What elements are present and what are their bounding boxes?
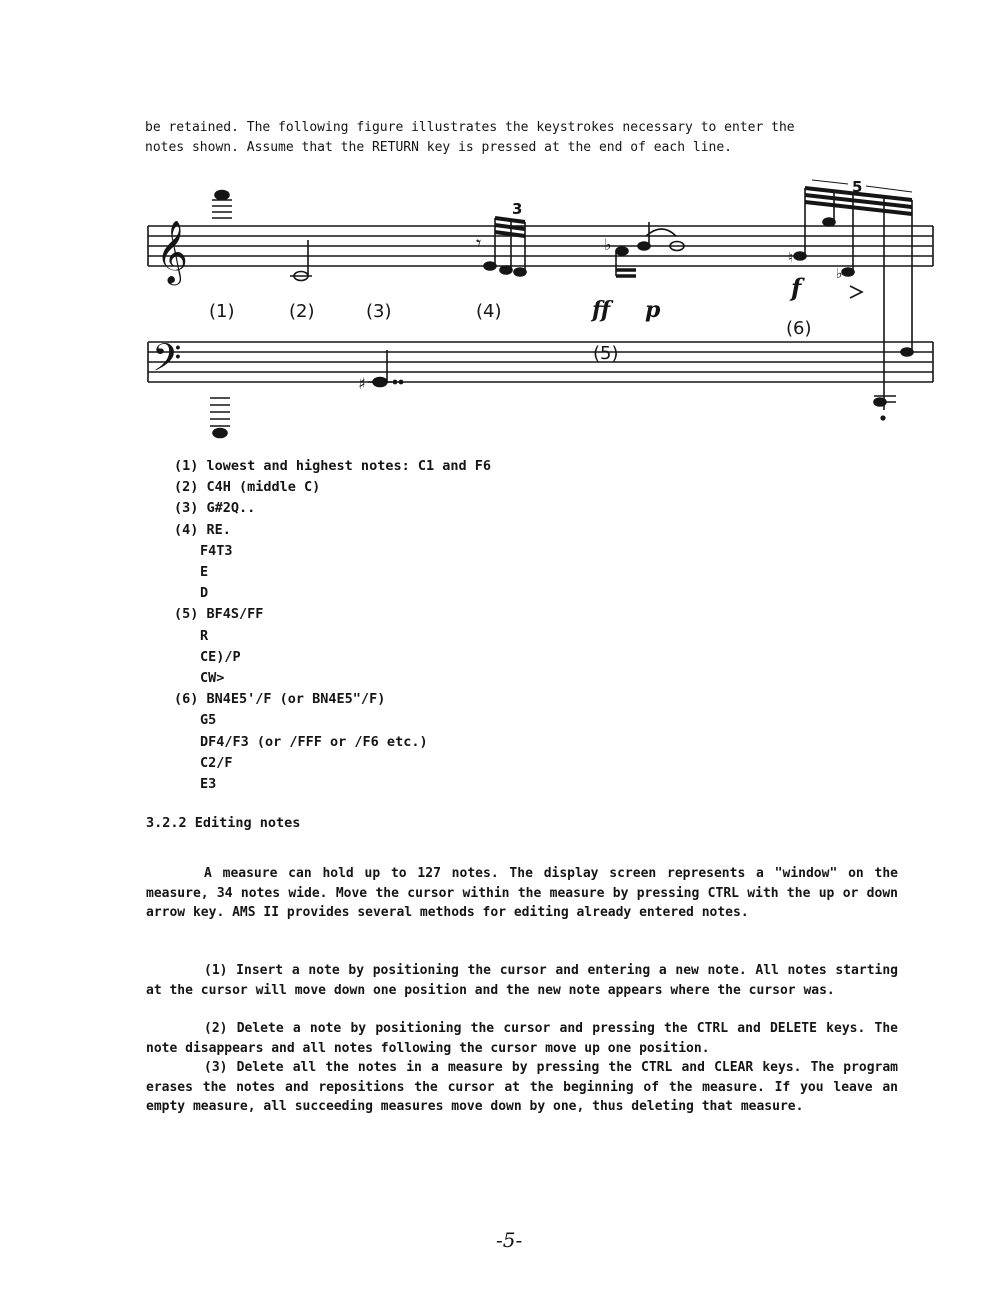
figure-label-3: (3) <box>366 301 392 322</box>
paragraph-delete <box>146 1019 898 1058</box>
keystroke-line: DF4/F3 (or /FFF or /F6 etc.) <box>200 733 428 750</box>
svg-text:𝄾: 𝄾 <box>476 231 482 255</box>
treble-clef-icon: 𝄞 <box>156 220 188 283</box>
paragraph-measure <box>146 864 898 923</box>
note-c1 <box>210 398 230 438</box>
intro-line-1: be retained. The following figure illustrates the keystrokes necessary to enter the <box>145 120 795 135</box>
triplet-number: 3 <box>512 200 523 218</box>
svg-text:♯: ♯ <box>358 374 366 393</box>
keystroke-line: C2/F <box>200 754 233 771</box>
figure-label-6: (6) <box>786 318 812 339</box>
keystroke-line: F4T3 <box>200 542 233 559</box>
intro-line-2: notes shown. Assume that the RETURN key is pressed at the end of each line. <box>145 140 732 155</box>
paragraph-text: (2) Delete a note by positioning the cursor and pressing the CTRL and DELETE keys. The note disappears and all notes following the cursor move up one position. <box>146 1021 898 1056</box>
figure-label-1: (1) <box>209 301 235 322</box>
dynamic-p: p <box>645 297 661 323</box>
quintuplet <box>788 180 913 420</box>
paragraph-clear <box>146 1058 898 1117</box>
keystroke-line: D <box>200 585 209 602</box>
keystroke-line: CE)/P <box>200 648 241 665</box>
paragraph-text: (1) Insert a note by positioning the cursor and entering a new note. All notes starting at the cursor will move down one position and the new note appears where the cursor was. <box>146 963 898 998</box>
keystroke-line: R <box>200 627 209 644</box>
dynamic-ff: ff <box>592 297 611 323</box>
keystroke-line: CW> <box>200 670 225 687</box>
dynamic-f: f <box>791 273 802 302</box>
note-f6 <box>212 191 232 219</box>
svg-text:♮: ♮ <box>788 250 794 266</box>
keystroke-line: (5) BF4S/FF <box>174 606 264 623</box>
keystroke-line: (1) lowest and highest notes: C1 and F6 <box>174 458 491 474</box>
paragraph-text: A measure can hold up to 127 notes. The display screen represents a "window" on the measure, 34 notes wide. Move the cursor within the measure by pressing CTRL with the up or down arrow key. AMS II provides several methods for editing already entered notes. <box>146 866 898 921</box>
figure-label-4: (4) <box>476 301 502 322</box>
treble-staff <box>148 226 933 266</box>
paragraph-text: (3) Delete all the notes in a measure by pressing the CTRL and CLEAR keys. The program erases the notes and repositions the cursor at the beginning of the measure. If you leave an empty measure, all succeeding measures move down by one, thus deleting that measure. <box>146 1060 898 1115</box>
keystroke-line: (6) BN4E5'/F (or BN4E5"/F) <box>174 691 386 708</box>
keystroke-line: E <box>200 564 209 581</box>
bass-staff <box>148 342 933 382</box>
figure-label-2: (2) <box>289 301 315 322</box>
keystroke-line: G5 <box>200 712 217 729</box>
keystroke-line: (2) C4H (middle C) <box>174 479 321 496</box>
section-heading: 3.2.2 Editing notes <box>146 815 301 831</box>
bass-clef-icon: 𝄢 <box>152 335 182 389</box>
paragraph-insert <box>146 961 898 1000</box>
keystroke-line: (4) RE. <box>174 521 231 538</box>
keystroke-list <box>174 456 491 795</box>
svg-text:♭: ♭ <box>836 266 843 282</box>
keystroke-line: E3 <box>200 776 217 793</box>
svg-text:♭: ♭ <box>604 235 612 254</box>
page-number: -5- <box>496 1228 523 1252</box>
quintuplet-number: 5 <box>852 178 863 196</box>
keystroke-line: (3) G#2Q.. <box>174 500 256 517</box>
note-bflat-tie <box>604 222 684 276</box>
figure-label-5: (5) <box>593 343 619 364</box>
